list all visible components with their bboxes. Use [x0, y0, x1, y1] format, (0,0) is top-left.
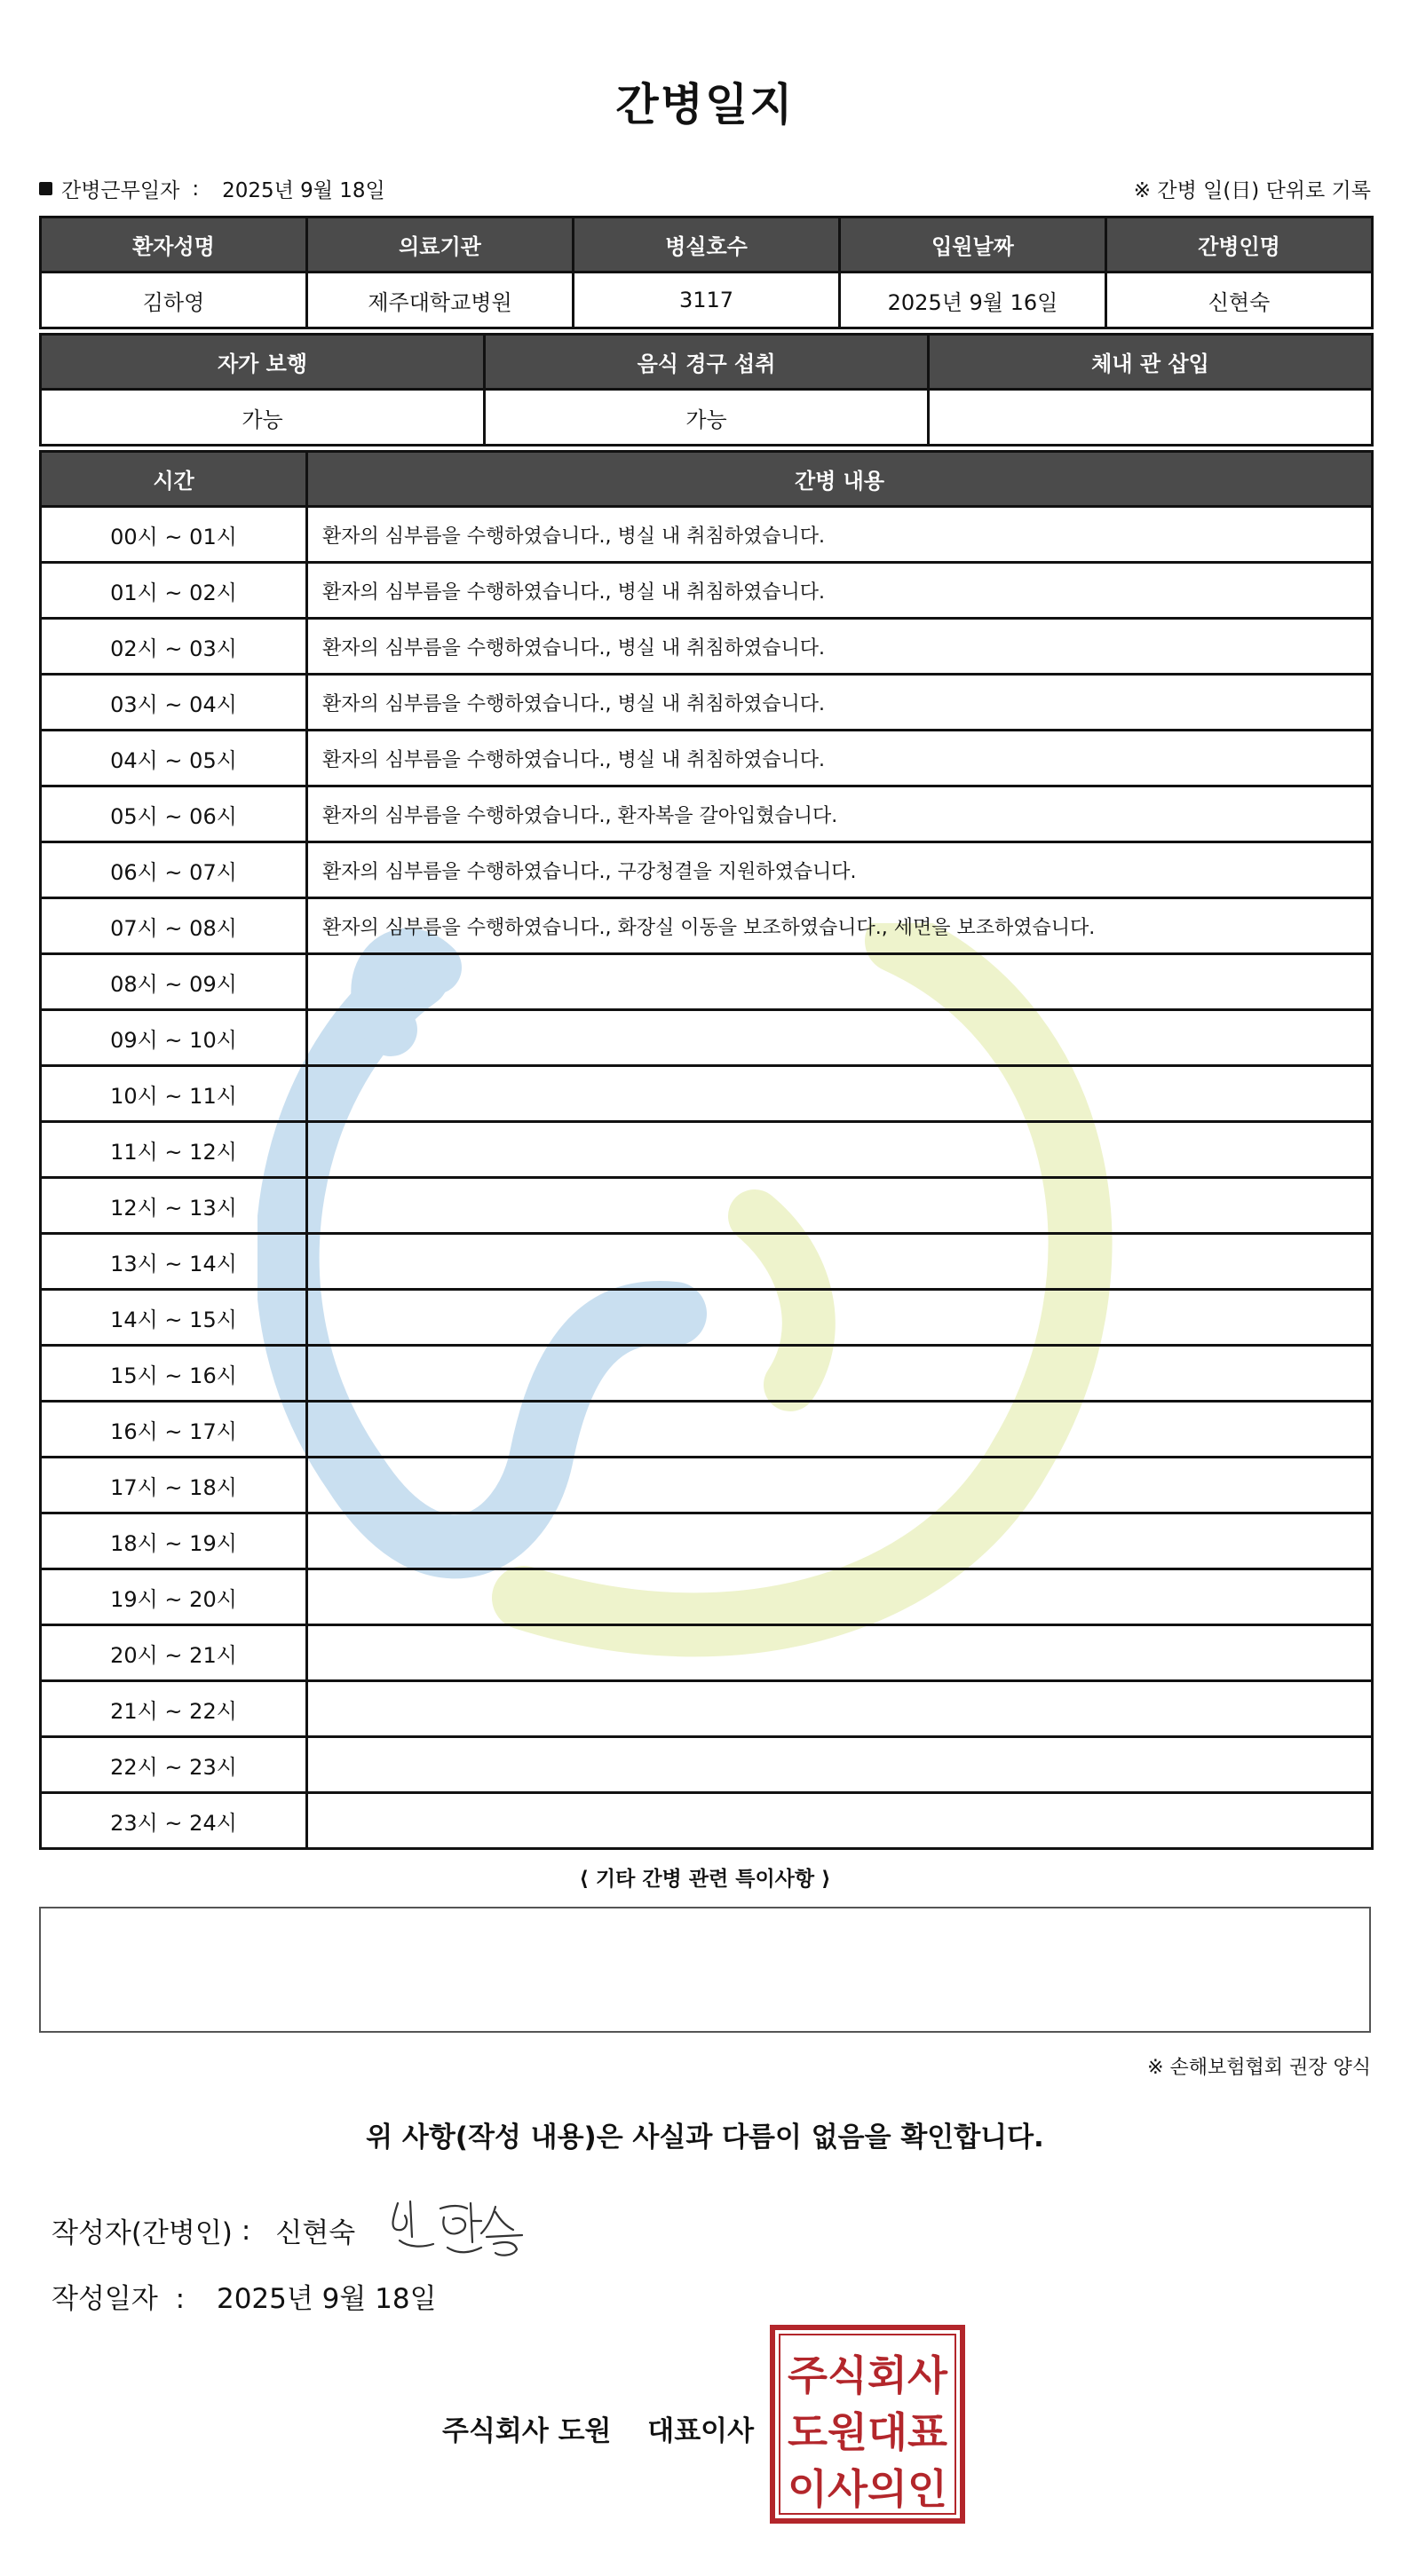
patient-info-value-row — [41, 273, 1373, 328]
seal-text-line: 주식회사 — [788, 2351, 948, 2399]
care-log-content — [307, 1737, 1373, 1793]
care-log-time: 13시 ~ 14시 — [41, 1234, 307, 1290]
care-log-time: 08시 ~ 09시 — [41, 954, 307, 1010]
meta-row — [39, 174, 1371, 204]
care-log-content: 환자의 심부름을 수행하였습니다., 병실 내 취침하였습니다. — [307, 731, 1373, 786]
care-log-time: 11시 ~ 12시 — [41, 1122, 307, 1178]
seal-text-line: 이사의인 — [788, 2465, 947, 2513]
care-log-content: 환자의 심부름을 수행하였습니다., 환자복을 갈아입혔습니다. — [307, 786, 1373, 842]
care-log-time: 22시 ~ 23시 — [41, 1737, 307, 1793]
care-log-time: 15시 ~ 16시 — [41, 1346, 307, 1402]
writer-line — [51, 2210, 355, 2250]
care-log-time: 23시 ~ 24시 — [41, 1793, 307, 1849]
writer-label: 작성자(간병인) — [51, 2217, 233, 2249]
writer-name: 신현숙 — [275, 2217, 356, 2249]
care-log-content — [307, 954, 1373, 1010]
care-log-time: 16시 ~ 17시 — [41, 1402, 307, 1458]
header-hospital: 의료기관 — [307, 217, 574, 273]
care-log-content: 환자의 심부름을 수행하였습니다., 병실 내 취침하였습니다. — [307, 563, 1373, 619]
header-time: 시간 — [41, 452, 307, 507]
care-log-time: 04시 ~ 05시 — [41, 731, 307, 786]
self-walking-value: 가능 — [41, 390, 485, 446]
company-seal-stamp — [769, 2324, 966, 2525]
caregiver-name: 신현숙 — [1106, 273, 1373, 328]
care-log-content — [307, 1681, 1373, 1737]
care-log-content — [307, 1625, 1373, 1681]
care-log-time: 10시 ~ 11시 — [41, 1066, 307, 1122]
care-log-content — [307, 1458, 1373, 1513]
oral-intake-value: 가능 — [485, 390, 929, 446]
header-admission-date: 입원날짜 — [840, 217, 1106, 273]
care-log-row — [41, 786, 1373, 842]
status-header-row — [41, 335, 1373, 390]
company-rep-title: 대표이사 — [647, 2415, 755, 2447]
hospital-name: 제주대학교병원 — [307, 273, 574, 328]
care-log-content — [307, 1513, 1373, 1569]
work-date-group — [39, 174, 385, 203]
care-log-row — [41, 563, 1373, 619]
care-log-table — [39, 450, 1374, 1850]
care-log-row — [41, 1010, 1373, 1066]
care-log-row — [41, 1234, 1373, 1290]
care-log-content: 환자의 심부름을 수행하였습니다., 구강청결을 지원하였습니다. — [307, 842, 1373, 898]
care-log-content: 환자의 심부름을 수행하였습니다., 병실 내 취침하였습니다. — [307, 675, 1373, 731]
header-self-walking: 자가 보행 — [41, 335, 485, 390]
remarks-title: ⟨ 기타 간병 관련 특이사항 ⟩ — [579, 1868, 831, 1891]
care-log-row — [41, 1178, 1373, 1234]
written-date-value: 2025년 9월 18일 — [216, 2283, 437, 2315]
care-log-content — [307, 1010, 1373, 1066]
care-log-row — [41, 1737, 1373, 1793]
patient-status-table — [39, 333, 1374, 446]
care-log-time: 19시 ~ 20시 — [41, 1569, 307, 1625]
care-log-row — [41, 1681, 1373, 1737]
care-log-row — [41, 619, 1373, 675]
header-patient-name: 환자성명 — [41, 217, 307, 273]
written-date-sep: : — [175, 2283, 186, 2315]
header-care-content: 간병 내용 — [307, 452, 1373, 507]
written-date-line — [51, 2276, 437, 2316]
care-log-row — [41, 1066, 1373, 1122]
care-log-row — [41, 1122, 1373, 1178]
admission-date: 2025년 9월 16일 — [840, 273, 1106, 328]
care-log-row — [41, 1793, 1373, 1849]
company-name: 주식회사 도원 — [442, 2415, 612, 2447]
care-log-time: 05시 ~ 06시 — [41, 786, 307, 842]
care-log-row — [41, 507, 1373, 563]
work-date-colon: : — [192, 177, 200, 201]
room-number: 3117 — [574, 273, 840, 328]
care-log-time: 06시 ~ 07시 — [41, 842, 307, 898]
care-log-time: 17시 ~ 18시 — [41, 1458, 307, 1513]
care-log-row — [41, 1625, 1373, 1681]
patient-name: 김하영 — [41, 273, 307, 328]
care-log-row — [41, 898, 1373, 954]
care-log-row — [41, 1346, 1373, 1402]
work-date-value: 2025년 9월 18일 — [222, 179, 385, 202]
work-date-label: 간병근무일자 — [61, 179, 180, 202]
document-title: 간병일지 — [615, 79, 795, 130]
form-source-note: ※ 손해보험협회 권장 양식 — [1147, 2057, 1371, 2079]
care-log-content: 환자의 심부름을 수행하였습니다., 병실 내 취침하였습니다. — [307, 507, 1373, 563]
care-log-row — [41, 1513, 1373, 1569]
confirmation-statement: 위 사항(작성 내용)은 사실과 다름이 없음을 확인합니다. — [366, 2122, 1044, 2153]
header-oral-intake: 음식 경구 섭취 — [485, 335, 929, 390]
handwritten-signature — [382, 2185, 542, 2265]
care-log-content — [307, 1793, 1373, 1849]
care-log-content — [307, 1346, 1373, 1402]
record-unit-note: ※ 간병 일(日) 단위로 기록 — [1133, 179, 1371, 202]
care-log-content: 환자의 심부름을 수행하였습니다., 병실 내 취침하였습니다. — [307, 619, 1373, 675]
care-log-time: 14시 ~ 15시 — [41, 1290, 307, 1346]
care-log-row — [41, 1458, 1373, 1513]
care-log-row — [41, 731, 1373, 786]
care-log-content: 환자의 심부름을 수행하였습니다., 화장실 이동을 보조하였습니다., 세면을 보조하였습니다. — [307, 898, 1373, 954]
care-log-time: 21시 ~ 22시 — [41, 1681, 307, 1737]
care-log-row — [41, 954, 1373, 1010]
care-log-content — [307, 1569, 1373, 1625]
care-log-time: 09시 ~ 10시 — [41, 1010, 307, 1066]
care-log-row — [41, 1402, 1373, 1458]
care-log-time: 20시 ~ 21시 — [41, 1625, 307, 1681]
care-log-time: 00시 ~ 01시 — [41, 507, 307, 563]
header-caregiver-name: 간병인명 — [1106, 217, 1373, 273]
care-log-content — [307, 1178, 1373, 1234]
patient-info-table — [39, 216, 1374, 329]
care-log-body — [41, 507, 1373, 1849]
care-log-time: 01시 ~ 02시 — [41, 563, 307, 619]
care-log-content — [307, 1234, 1373, 1290]
care-log-row — [41, 1290, 1373, 1346]
header-room-number: 병실호수 — [574, 217, 840, 273]
care-log-time: 03시 ~ 04시 — [41, 675, 307, 731]
written-date-label: 작성일자 — [51, 2283, 158, 2315]
status-value-row — [41, 390, 1373, 446]
square-bullet-icon — [39, 182, 52, 195]
care-log-row — [41, 842, 1373, 898]
care-log-row — [41, 1569, 1373, 1625]
care-log-time: 12시 ~ 13시 — [41, 1178, 307, 1234]
writer-sep: : — [241, 2214, 251, 2247]
company-line — [442, 2408, 754, 2448]
care-log-content — [307, 1402, 1373, 1458]
care-log-content — [307, 1066, 1373, 1122]
care-log-time: 18시 ~ 19시 — [41, 1513, 307, 1569]
seal-text-line: 도원대표 — [788, 2408, 948, 2456]
care-log-time: 07시 ~ 08시 — [41, 898, 307, 954]
tube-insertion-value — [929, 390, 1373, 446]
remarks-box — [39, 1907, 1371, 2033]
care-log-content — [307, 1290, 1373, 1346]
patient-info-header-row — [41, 217, 1373, 273]
care-log-content — [307, 1122, 1373, 1178]
care-log-row — [41, 675, 1373, 731]
care-log-header-row — [41, 452, 1373, 507]
header-tube-insertion: 체내 관 삽입 — [929, 335, 1373, 390]
care-log-time: 02시 ~ 03시 — [41, 619, 307, 675]
